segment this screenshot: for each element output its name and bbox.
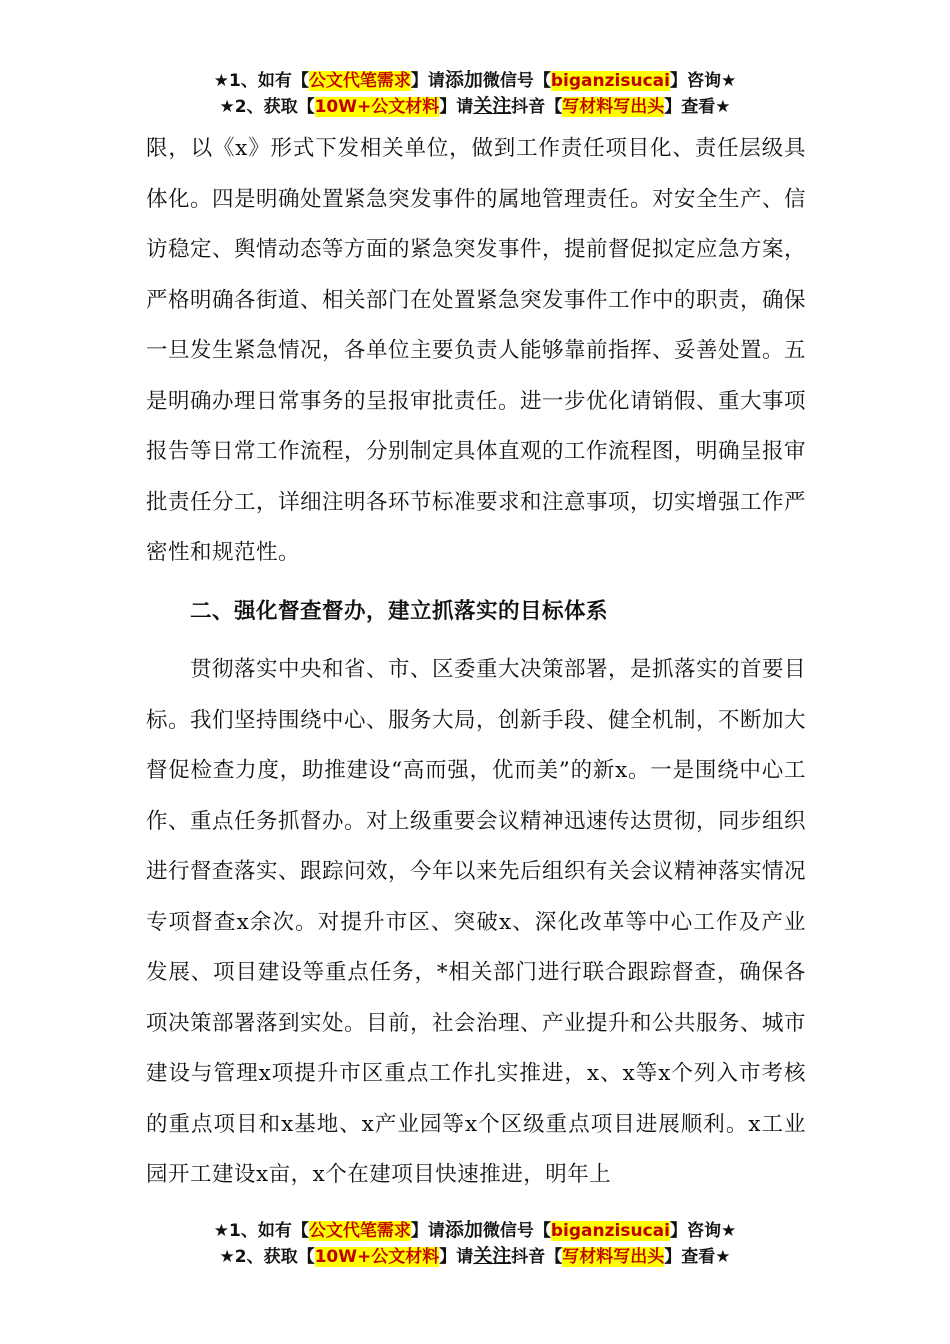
section-heading: 二、强化督查督办，建立抓落实的目标体系 <box>190 598 609 624</box>
banner-highlight: 10W+公文材料 <box>314 1247 440 1267</box>
banner-highlight: biganzisucai <box>550 1221 670 1241</box>
banner-highlight: biganzisucai <box>550 71 670 91</box>
banner-text: 】请 <box>410 71 445 91</box>
banner-highlight: 公文代笔需求 <box>308 1221 411 1241</box>
footer-banner <box>0 1218 950 1270</box>
banner-line-1 <box>0 1218 950 1244</box>
banner-text: 】请 <box>439 1247 474 1267</box>
banner-text: 】咨询★ <box>669 71 737 91</box>
banner-text: 抖音【 <box>511 97 563 117</box>
banner-text: 微信号【 <box>482 71 551 91</box>
banner-highlight: 10W+公文材料 <box>314 97 440 117</box>
banner-emphasis: 关注 <box>473 95 512 117</box>
banner-emphasis: 关注 <box>473 1245 512 1267</box>
paragraph-1: 限，以《x》形式下发相关单位，做到工作责任项目化、责任层级具体化。四是明确处置紧急突发事件的属地管理责任。对安全生产、信访稳定、舆情动态等方面的紧急突发事件，提前督促拟定应急方案，严格明确各街道、相关部门在处置紧急突发事件工作中的职责，确保一旦发生紧急情况，各单位主要负责人能够靠前指挥、妥善处置。五是明确办理日常事务的呈报审批责任。进一步优化请销假、重大事项报告等日常工作流程，分别制定具体直观的工作流程图，明确呈报审批责任分工，详细注明各环节标准要求和注意事项，切实增强工作严密性和规范性。 <box>146 136 807 565</box>
paragraph-2: 贯彻落实中央和省、市、区委重大决策部署，是抓落实的首要目标。我们坚持围绕中心、服务大局，创新手段、健全机制，不断加大督促检查力度，助推建设“高而强，优而美”的新x。一是围绕中心工作、重点任务抓督办。对上级重要会议精神迅速传达贯彻，同步组织进行督查落实、跟踪问效，今年以来先后组织有关会议精神落实情况专项督查x余次。对提升市区、突破x、深化改革等中心工作及产业发展、项目建设等重点任务，*相关部门进行联合跟踪督查，确保各项决策部署落到实处。目前，社会治理、产业提升和公共服务、城市建设与管理x项提升市区重点工作扎实推进，x、x等x个列入市考核的重点项目和x基地、x产业园等x个区级重点项目进展顺利。x工业园开工建设x亩，x个在建项目快速推进，明年上 <box>146 657 807 1187</box>
banner-text: ★1、如有【 <box>213 1221 309 1241</box>
banner-text: 】咨询★ <box>669 1221 737 1241</box>
banner-text: 】请 <box>439 97 474 117</box>
banner-emphasis: 添加 <box>444 1219 483 1241</box>
banner-text: ★2、获取【 <box>219 97 315 117</box>
banner-text: 微信号【 <box>482 1221 551 1241</box>
header-banner <box>0 68 950 120</box>
banner-emphasis: 添加 <box>444 69 483 91</box>
banner-text: ★1、如有【 <box>213 71 309 91</box>
banner-line-1 <box>0 68 950 94</box>
document-body <box>146 124 806 1201</box>
banner-text: 】请 <box>410 1221 445 1241</box>
banner-text: 】查看★ <box>664 97 731 117</box>
banner-line-2 <box>0 1244 950 1270</box>
banner-line-2 <box>0 94 950 120</box>
banner-highlight: 写材料写出头 <box>562 1247 665 1267</box>
banner-highlight: 公文代笔需求 <box>308 71 411 91</box>
banner-text: 】查看★ <box>664 1247 731 1267</box>
banner-text: 抖音【 <box>511 1247 563 1267</box>
banner-highlight: 写材料写出头 <box>562 97 665 117</box>
banner-text: ★2、获取【 <box>219 1247 315 1267</box>
